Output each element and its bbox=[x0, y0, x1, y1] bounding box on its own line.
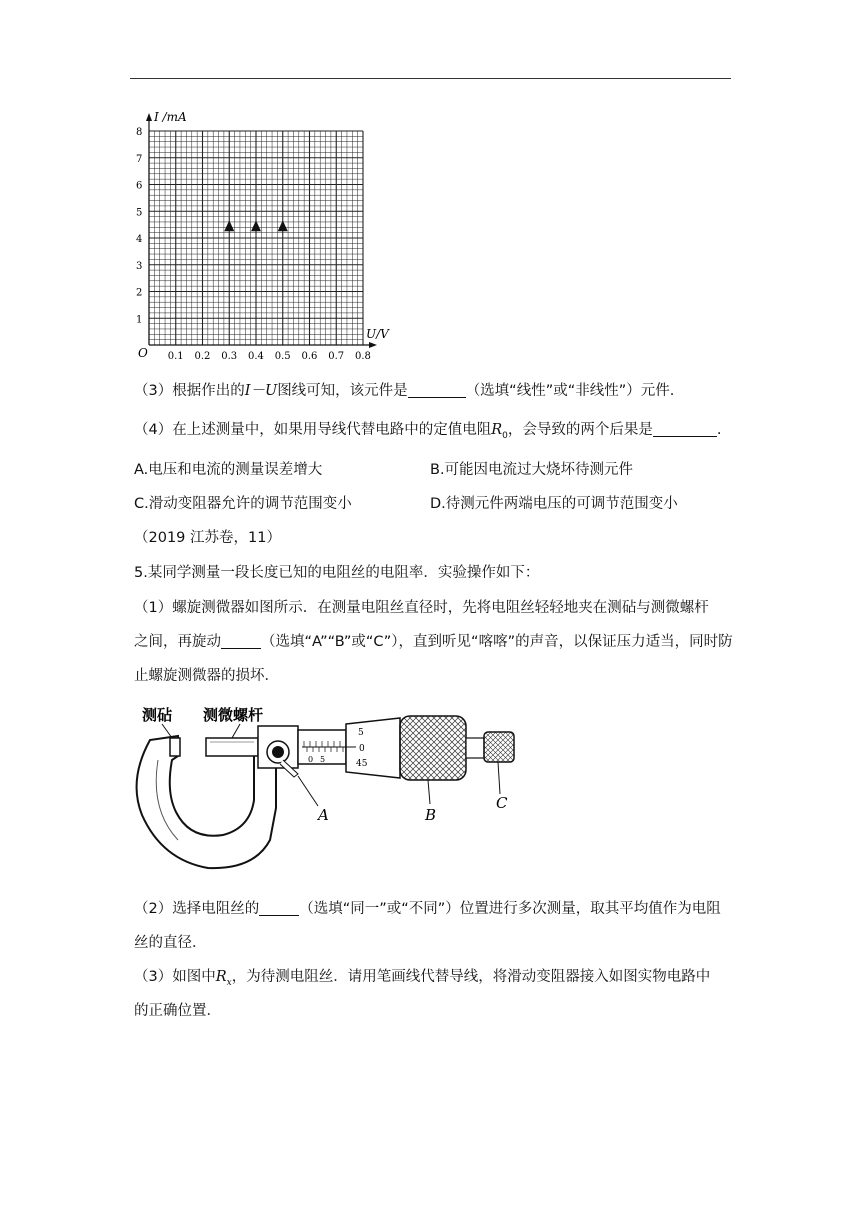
iu-graph bbox=[130, 105, 400, 365]
label-c: C bbox=[496, 794, 508, 812]
thimble-scale-0: 0 bbox=[359, 744, 365, 754]
y-tick-label: 2 bbox=[136, 287, 143, 299]
q3-mid: 图线可知，该元件是 bbox=[277, 383, 408, 399]
spindle bbox=[206, 738, 258, 756]
sleeve-scale-5: 5 bbox=[320, 755, 326, 764]
q5-p3-post: ，为待测电阻丝．请用笔画线代替导线，将滑动变阻器接入如图实物电路中 bbox=[231, 969, 711, 985]
y-tick-label: 5 bbox=[136, 207, 143, 219]
y-tick-label: 7 bbox=[136, 153, 143, 165]
option-c: C.滑动变阻器允许的调节范围变小 bbox=[134, 496, 352, 512]
q4-end: . bbox=[716, 422, 722, 438]
origin-label: O bbox=[138, 346, 148, 360]
label-b: B bbox=[425, 806, 437, 824]
y-axis-label: I /mA bbox=[154, 110, 187, 124]
y-tick-label: 3 bbox=[136, 260, 143, 272]
option-d: D.待测元件两端电压的可调节范围变小 bbox=[430, 496, 678, 512]
source-note: （2019 江苏卷，11） bbox=[134, 530, 281, 546]
option-a: A.电压和电流的测量误差增大 bbox=[134, 462, 323, 478]
q5-part1-line1: （1）螺旋测微器如图所示．在测量电阻丝直径时，先将电阻丝轻轻地夹在测砧与测微螺杆 bbox=[134, 600, 709, 616]
q5-part1-line3: 止螺旋测微器的损坏． bbox=[134, 668, 279, 684]
label-anvil: 测砧 bbox=[142, 706, 173, 724]
knob-b bbox=[400, 716, 466, 780]
q4-answer-blank[interactable] bbox=[653, 421, 717, 437]
option-b: B.可能因电流过大烧坏待测元件 bbox=[430, 462, 634, 478]
y-tick-label: 1 bbox=[136, 314, 143, 326]
q4-r0-sub: 0 bbox=[502, 430, 508, 441]
thimble bbox=[346, 718, 400, 778]
anvil bbox=[170, 738, 180, 756]
q5-part1-line2 bbox=[134, 632, 733, 652]
graph-grid bbox=[149, 131, 363, 345]
y-tick-label: 6 bbox=[136, 180, 143, 192]
q5-p1-answer-blank[interactable] bbox=[221, 633, 261, 649]
question-5-title: 5.某同学测量一段长度已知的电阻丝的电阻率．实验操作如下： bbox=[134, 565, 540, 581]
micrometer-illustration bbox=[128, 700, 528, 880]
x-tick-label: 0.2 bbox=[194, 351, 211, 362]
question-3 bbox=[134, 381, 674, 401]
q3-answer-blank[interactable] bbox=[408, 382, 466, 398]
x-tick-label: 0.1 bbox=[167, 351, 184, 362]
q5-p2-post: （选填“同一”或“不同”）位置进行多次测量，取其平均值作为电阻 bbox=[299, 901, 721, 917]
x-tick-label: 0.8 bbox=[355, 351, 371, 362]
q4-r0: R bbox=[491, 422, 503, 438]
y-tick-label: 4 bbox=[136, 234, 143, 245]
x-tick-label: 0.4 bbox=[248, 351, 264, 362]
q3-post: （选填“线性”或“非线性”）元件. bbox=[465, 383, 675, 399]
y-tick-label: 8 bbox=[136, 127, 143, 138]
label-a: A bbox=[318, 806, 329, 824]
q5-p2-answer-blank[interactable] bbox=[259, 900, 299, 916]
x-tick-label: 0.6 bbox=[301, 351, 318, 362]
q5-p1-post: （选填“A”“B”或“C”），直到听见“喀喀”的声音，以保证压力适当，同时防 bbox=[261, 634, 733, 650]
x-tick-label: 0.5 bbox=[274, 351, 291, 362]
q5-part3-line1 bbox=[134, 967, 710, 993]
q5-rx-sub: x bbox=[226, 977, 232, 988]
question-4 bbox=[134, 420, 722, 446]
x-tick-label: 0.3 bbox=[221, 351, 238, 362]
q5-part2-line1 bbox=[134, 899, 721, 919]
q4-pre: （4）在上述测量中，如果用导线代替电路中的定值电阻 bbox=[134, 422, 492, 438]
x-axis-label: U/V bbox=[366, 327, 389, 341]
q4-post: ，会导致的两个后果是 bbox=[507, 422, 653, 438]
sleeve-scale-0: 0 bbox=[308, 755, 314, 764]
x-tick-label: 0.7 bbox=[328, 351, 345, 362]
thimble-scale-45: 45 bbox=[356, 759, 368, 769]
label-spindle: 测微螺杆 bbox=[203, 706, 264, 724]
q5-rx: R bbox=[215, 969, 227, 985]
q5-part2-line2: 丝的直径． bbox=[134, 935, 207, 951]
q5-p2-pre: （2）选择电阻丝的 bbox=[134, 901, 260, 917]
q5-p3-pre: （3）如图中 bbox=[134, 969, 216, 985]
header-rule bbox=[130, 78, 731, 79]
q3-formula: I－U bbox=[244, 383, 278, 399]
q3-pre: （3）根据作出的 bbox=[134, 383, 245, 399]
thimble-scale-5: 5 bbox=[358, 728, 364, 738]
graph-ticks bbox=[136, 127, 371, 362]
ratchet-c bbox=[484, 732, 514, 762]
q5-part3-line2: 的正确位置． bbox=[134, 1003, 221, 1019]
q5-p1-pre: 之间，再旋动 bbox=[134, 634, 221, 650]
